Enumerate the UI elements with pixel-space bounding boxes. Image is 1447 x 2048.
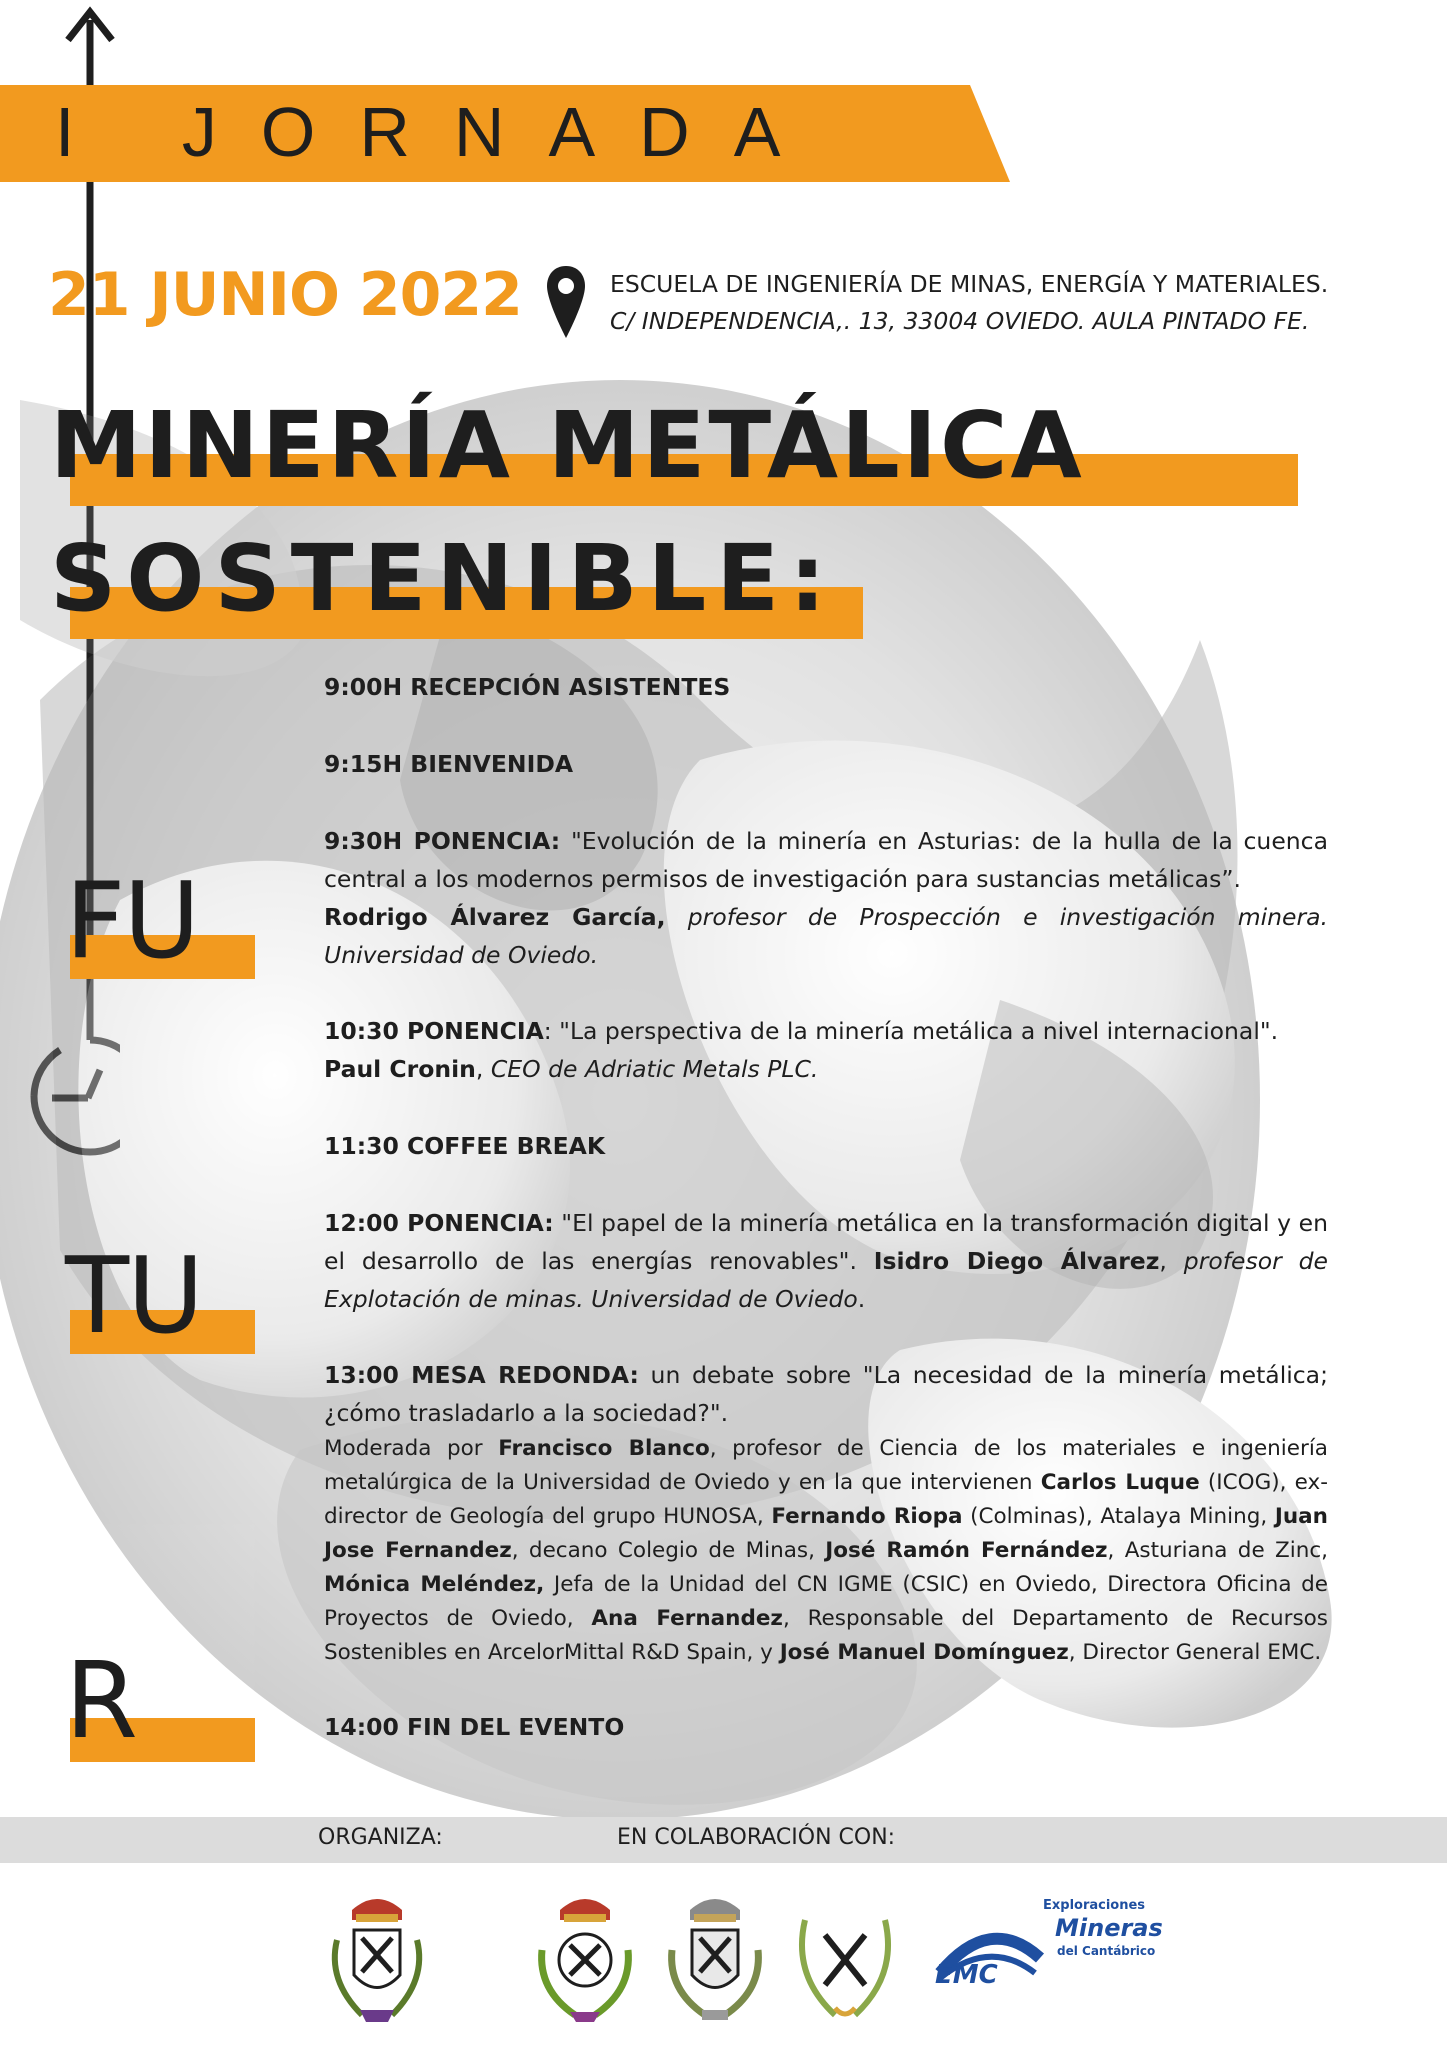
venue-address — [610, 266, 1328, 340]
emc-line-1: Exploraciones — [1043, 1898, 1146, 1913]
emc-line-3: del Cantábrico — [1057, 1944, 1156, 1958]
agenda-item-end: 14:00 FIN DEL EVENTO — [324, 1713, 625, 1741]
round-table-participants: Moderada por Francisco Blanco, profesor de Ciencia de los materiales e ingeniería metalúrgica de la Universidad de Oviedo y en la que intervienen Carlos Luque (ICOG), ex-director de Geología del grupo HUNOSA, Fernando Riopa (Colminas), Atalaya Mining, Juan Jose Fernandez, decano Colegio de Minas, José Ramón Fernández, Asturiana de Zinc, Mónica Meléndez, Jefa de la Unidad del CN IGME (CSIC) en Oviedo, Directora Oficina de Proyectos de Oviedo, Ana Fernandez, Responsable del Departamento de Recursos Sostenibles en ArcelorMittal R&D Spain, y José Manuel Domínguez, Director General EMC. — [324, 1436, 1329, 1665]
agenda-item-talk-3: 12:00 PONENCIA: "El papel de la minería metálica en la transformación digital y en el desarrollo de las energías renovables". Isidro Diego Álvarez, profesor de Explotación de minas. Universidad de Oviedo. — [324, 1209, 1329, 1313]
emc-line-2: Mineras — [1055, 1914, 1163, 1942]
agenda — [324, 668, 1328, 1746]
agenda-item-welcome: 9:15H BIENVENIDA — [324, 750, 574, 778]
agenda-item-reception: 9:00H RECEPCIÓN ASISTENTES — [324, 673, 731, 701]
address-line-2: C/ INDEPENDENCIA,. 13, 33004 OVIEDO. AULA PINTADO FE. — [610, 307, 1310, 335]
address-line-1: ESCUELA DE INGENIERÍA DE MINAS, ENERGÍA Y MATERIALES. — [610, 270, 1329, 298]
main-title-line-2: SOSTENIBLE: — [50, 525, 836, 632]
location-pin-icon — [545, 264, 587, 340]
organiza-label: ORGANIZA: — [318, 1825, 443, 1850]
main-title-line-1: MINERÍA METÁLICA — [50, 392, 1085, 499]
agenda-item-talk-2: 10:30 PONENCIA: "La perspectiva de la minería metálica a nivel internacional". Paul Cronin, CEO de Adriatic Metals PLC. — [324, 1017, 1279, 1083]
agenda-item-coffee-break: 11:30 COFFEE BREAK — [324, 1132, 606, 1160]
futuro-part-3: R — [65, 1640, 136, 1762]
crest-logo-organizer-icon — [322, 1880, 432, 2030]
agenda-item-talk-1: 9:30H PONENCIA: "Evolución de la minería en Asturias: de la hulla de la cuenca central a los modernos permisos de investigación para sustancias metálicas”. Rodrigo Álvarez García, profesor de Prospección e investigación minera. Universidad de Oviedo. — [324, 827, 1328, 969]
crest-logo-2-icon — [530, 1880, 640, 2030]
futuro-part-2: TU — [65, 1235, 202, 1357]
event-date: 21 JUNIO 2022 — [48, 260, 522, 330]
crest-logo-3-icon — [660, 1880, 770, 2030]
colaboracion-label: EN COLABORACIÓN CON: — [617, 1825, 896, 1850]
crest-logo-4-icon — [790, 1880, 900, 2030]
futuro-part-1: FU — [65, 860, 199, 982]
banner-title: I JORNADA — [55, 93, 825, 171]
emc-logo — [935, 1898, 1175, 2008]
emc-abbr: EMC — [935, 1960, 998, 1990]
agenda-item-round-table: 13:00 MESA REDONDA: un debate sobre "La necesidad de la minería metálica; ¿cómo trasladarlo a la sociedad?". — [324, 1361, 1328, 1427]
